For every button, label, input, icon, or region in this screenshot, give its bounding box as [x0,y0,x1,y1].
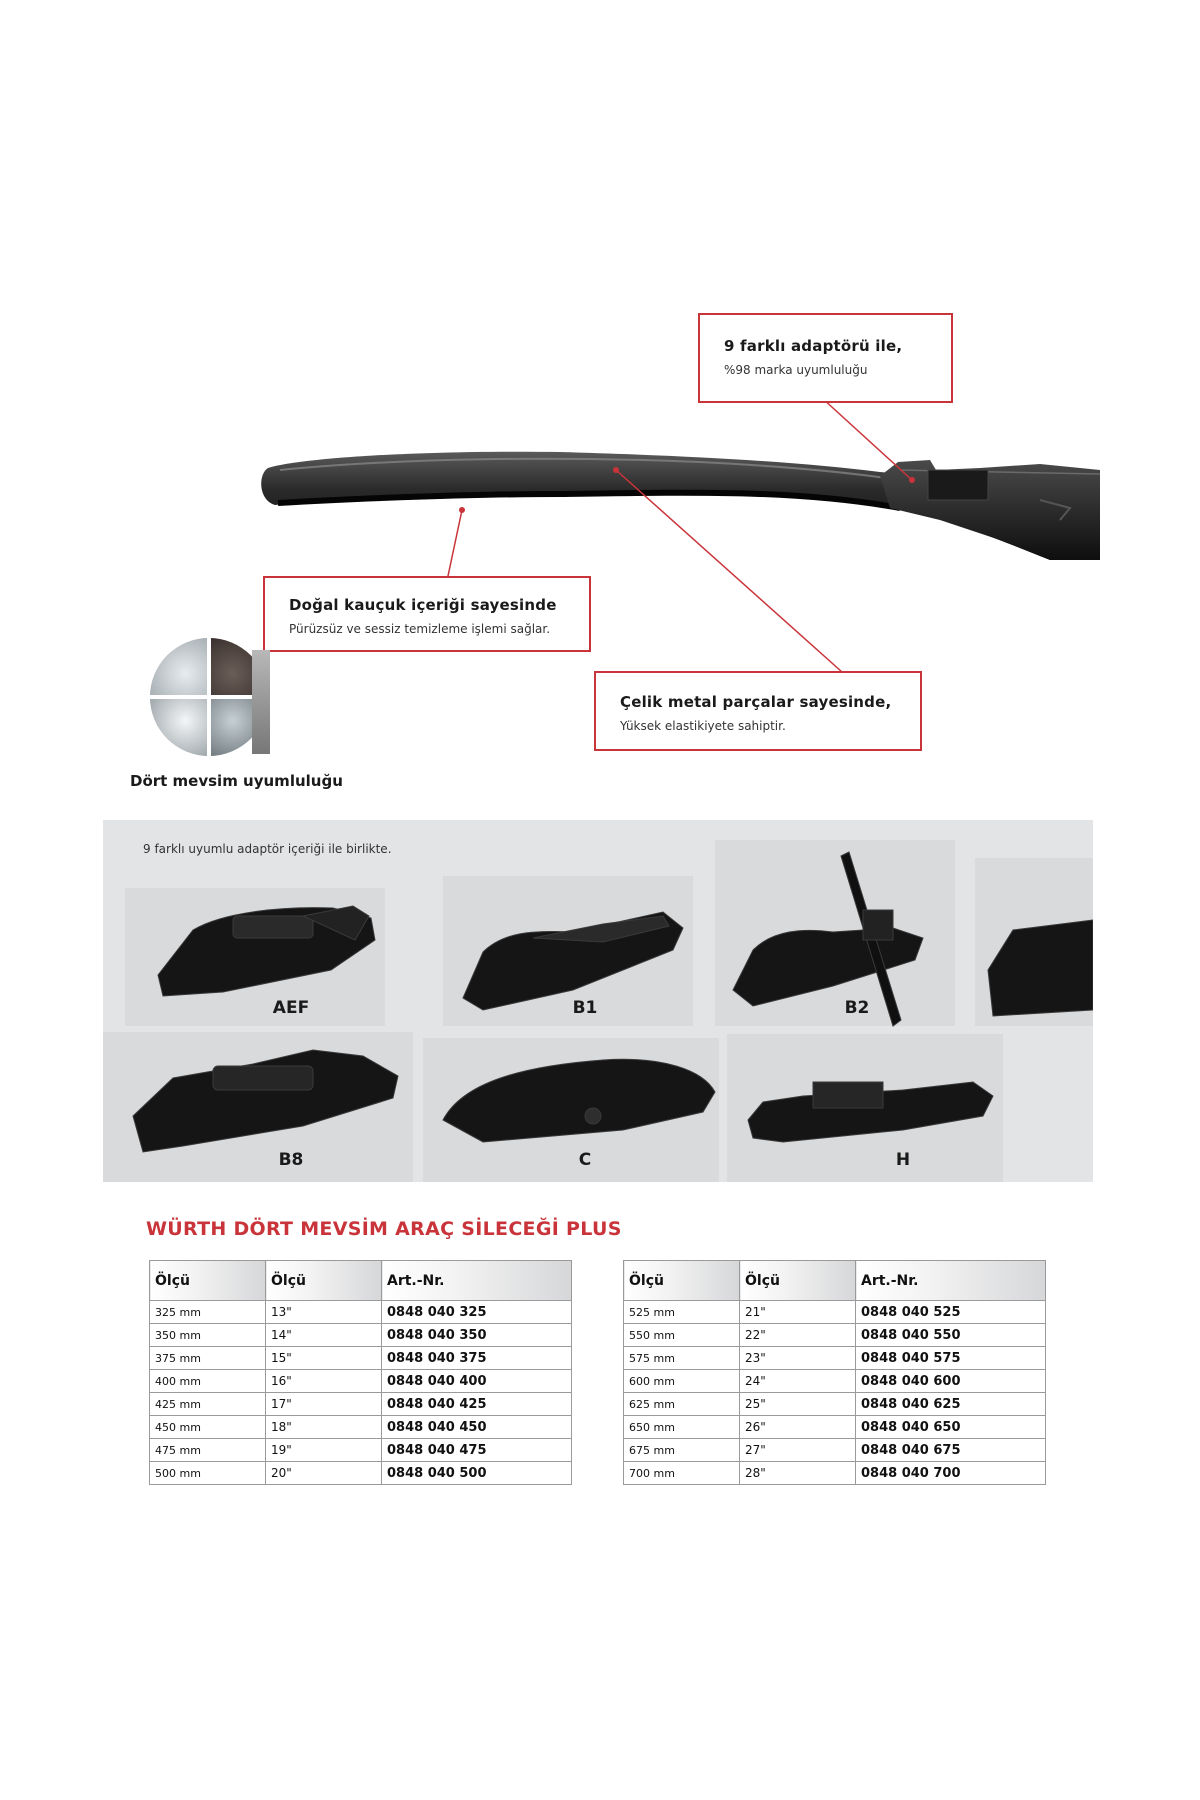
table-row [150,1347,572,1370]
cell-art-nr: 0848 040 675 [856,1439,1046,1462]
cell-art-nr: 0848 040 450 [382,1416,572,1439]
cell-size-inch: 13" [266,1301,382,1324]
table-row [624,1439,1046,1462]
size-table-right [623,1260,1046,1485]
col-header-art-nr: Art.-Nr. [382,1261,572,1301]
cell-size-inch: 23" [740,1347,856,1370]
callout-metal-title: Çelik metal parçalar sayesinde, [620,693,892,711]
season-side-strip [252,650,270,754]
cell-size-mm: 600 mm [624,1370,740,1393]
table-row [150,1301,572,1324]
adapter-label-h: H [895,1150,911,1170]
callout-rubber [263,576,591,652]
cell-size-mm: 400 mm [150,1370,266,1393]
cell-size-inch: 14" [266,1324,382,1347]
table-row [150,1393,572,1416]
cell-art-nr: 0848 040 650 [856,1416,1046,1439]
table-row [150,1324,572,1347]
table-row [150,1416,572,1439]
cell-size-inch: 17" [266,1393,382,1416]
cell-size-mm: 500 mm [150,1462,266,1485]
table-row [624,1416,1046,1439]
product-title: WÜRTH DÖRT MEVSİM ARAÇ SİLECEĞİ PLUS [146,1218,622,1240]
callout-adapter-title: 9 farklı adaptörü ile, [724,337,903,355]
cell-size-mm: 350 mm [150,1324,266,1347]
table-row [150,1462,572,1485]
cell-art-nr: 0848 040 475 [382,1439,572,1462]
table-row [150,1370,572,1393]
season-label: Dört mevsim uyumluluğu [130,772,343,790]
col-header-size-inch: Ölçü [266,1261,382,1301]
cell-size-mm: 525 mm [624,1301,740,1324]
cell-art-nr: 0848 040 400 [382,1370,572,1393]
cell-size-mm: 375 mm [150,1347,266,1370]
cell-art-nr: 0848 040 550 [856,1324,1046,1347]
table-row [150,1439,572,1462]
cell-size-inch: 26" [740,1416,856,1439]
table-row [624,1324,1046,1347]
adapter-label-b2: B2 [844,998,870,1018]
cell-size-inch: 18" [266,1416,382,1439]
cell-size-mm: 325 mm [150,1301,266,1324]
cell-size-mm: 700 mm [624,1462,740,1485]
table-header-row [624,1261,1046,1301]
size-table-left-body [150,1301,572,1485]
cell-art-nr: 0848 040 600 [856,1370,1046,1393]
cell-size-mm: 650 mm [624,1416,740,1439]
adapter-caption: 9 farklı uyumlu adaptör içeriği ile birlikte. [143,842,392,856]
col-header-art-nr: Art.-Nr. [856,1261,1046,1301]
cell-size-inch: 21" [740,1301,856,1324]
table-row [624,1462,1046,1485]
cell-size-mm: 625 mm [624,1393,740,1416]
col-header-size-inch: Ölçü [740,1261,856,1301]
col-header-size-mm: Ölçü [150,1261,266,1301]
four-season-icon [150,638,268,756]
cell-size-inch: 16" [266,1370,382,1393]
cell-art-nr: 0848 040 375 [382,1347,572,1370]
callout-adapter-subtitle: %98 marka uyumluluğu [724,363,868,377]
table-header-row [150,1261,572,1301]
callout-rubber-title: Doğal kauçuk içeriği sayesinde [289,596,557,614]
adapter-label-b1: B1 [572,998,598,1018]
table-row [624,1301,1046,1324]
cell-art-nr: 0848 040 350 [382,1324,572,1347]
cell-art-nr: 0848 040 575 [856,1347,1046,1370]
col-header-size-mm: Ölçü [624,1261,740,1301]
cell-art-nr: 0848 040 325 [382,1301,572,1324]
table-row [624,1370,1046,1393]
cell-size-inch: 19" [266,1439,382,1462]
cell-size-mm: 675 mm [624,1439,740,1462]
cell-size-inch: 25" [740,1393,856,1416]
adapter-label-b8: B8 [278,1150,304,1170]
adapter-label-aef: AEF [272,998,310,1018]
cell-size-mm: 450 mm [150,1416,266,1439]
cell-art-nr: 0848 040 500 [382,1462,572,1485]
cell-size-inch: 28" [740,1462,856,1485]
callout-metal-subtitle: Yüksek elastikiyete sahiptir. [620,719,786,733]
cell-size-inch: 27" [740,1439,856,1462]
size-table-left [149,1260,572,1485]
cell-art-nr: 0848 040 625 [856,1393,1046,1416]
cell-art-nr: 0848 040 525 [856,1301,1046,1324]
cell-size-mm: 425 mm [150,1393,266,1416]
adapter-label-c: C [578,1150,592,1170]
cell-art-nr: 0848 040 425 [382,1393,572,1416]
cell-size-inch: 15" [266,1347,382,1370]
cell-size-inch: 20" [266,1462,382,1485]
cell-size-inch: 22" [740,1324,856,1347]
cell-art-nr: 0848 040 700 [856,1462,1046,1485]
cell-size-mm: 550 mm [624,1324,740,1347]
cell-size-mm: 475 mm [150,1439,266,1462]
cell-size-inch: 24" [740,1370,856,1393]
table-row [624,1393,1046,1416]
adapter-panel [103,820,1093,1182]
cell-size-mm: 575 mm [624,1347,740,1370]
callout-metal [594,671,922,751]
size-table-right-body [624,1301,1046,1485]
callout-rubber-subtitle: Pürüzsüz ve sessiz temizleme işlemi sağlar. [289,622,551,636]
table-row [624,1347,1046,1370]
callout-adapter [698,313,953,403]
